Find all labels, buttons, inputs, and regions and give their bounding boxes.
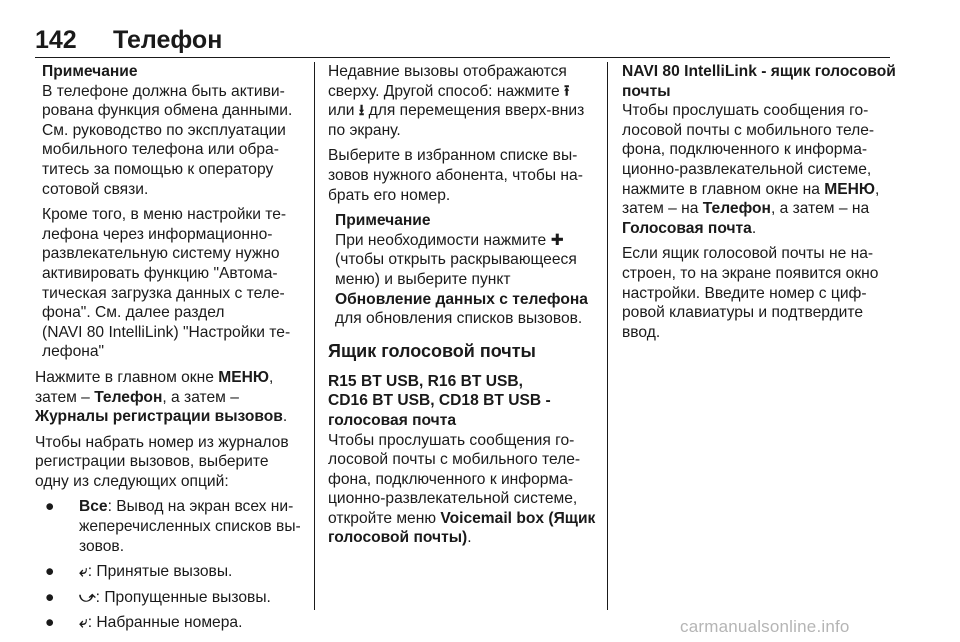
bullet-dot: ● (45, 614, 55, 632)
voicemail-paragraph: Чтобы прослушать сообщения го- лосовой почты с мобильного теле- фона, подключенного к информа- ционно-развлекательной системе, откройте меню Voicemail box (Ящик голосовой почты). (328, 431, 596, 547)
page-number: 142 (35, 26, 77, 54)
watermark: carmanualsonline.info (680, 617, 850, 636)
bullet-dialed-calls: ● ⤶: Набранные номера. (45, 614, 243, 632)
bullet-dot: ● (45, 563, 55, 581)
setup-paragraph: Если ящик голосовой почты не на- строен, то на экране появится окно настройки. Введите номер с циф- ровой клавиатуры и подтвердите ввод. (622, 245, 879, 341)
voicemail-keyword: Voicemail box (Ящик (440, 509, 596, 527)
note-line: См. руководство по эксплуатации (42, 121, 286, 139)
dialed-call-icon: ⤶ (79, 614, 88, 632)
bullet-dot: ● (45, 498, 55, 516)
menu-keyword: МЕНЮ (218, 368, 269, 386)
note-heading: Примечание (42, 63, 138, 80)
bullet-dot: ● (45, 588, 55, 606)
navi-voicemail-title: NAVI 80 IntelliLink - ящик голосовой почты (622, 63, 896, 100)
missed-call-icon: ⤻ (79, 588, 96, 606)
note-line: сотовой связи. (42, 180, 149, 198)
favorites-paragraph: Выберите в избранном списке вы- зовов нужного абонента, чтобы на- брать его номер. (328, 147, 583, 204)
bullet-missed-calls: ● ⤻: Пропущенные вызовы. (45, 588, 271, 606)
note-heading: Примечание (335, 212, 431, 230)
received-call-icon: ⤶ (79, 563, 88, 581)
note-block-3: Примечание При необходимости нажмите ✚ (чтобы открыть раскрывающееся меню) и выберите пункт Обновление данных с телефона для обновления списков вызовов. (328, 211, 596, 329)
update-keyword: Обновление данных с телефона (335, 290, 588, 308)
column-divider-1 (314, 62, 315, 610)
note-line: рована функция обмена данными. (42, 102, 293, 120)
arrow-up-icon: ⭱ (563, 82, 570, 100)
note-line: фона". См. далее раздел (42, 304, 225, 322)
note-block-2 (35, 205, 300, 362)
intro-paragraph: Чтобы набрать номер из журналов регистрации вызовов, выберите одну из следующих опций: (35, 433, 289, 490)
all-label: Все (79, 498, 108, 516)
column-1 (35, 62, 300, 633)
note-line: лефона через информационно- (42, 225, 273, 243)
note-line: лефона" (42, 343, 105, 361)
column-divider-2 (607, 62, 608, 610)
phone-keyword: Телефон (702, 200, 771, 218)
note-line: В телефоне должна быть активи- (42, 82, 285, 100)
voicemail-keyword: Голосовая почта (622, 219, 752, 237)
header-divider (35, 57, 890, 58)
call-logs-keyword: Журналы регистрации вызовов (35, 408, 283, 426)
navi-voicemail-paragraph: Чтобы прослушать сообщения го- лосовой почты с мобильного теле- фона, подключенного к информа- ционно-развлекательной системе, нажмите в главном окне на МЕНЮ, затем – на Телефон, а затем – на Голосовая почта. (622, 102, 880, 237)
section-title: Ящик голосовой почты (328, 340, 536, 361)
phone-keyword: Телефон (94, 388, 163, 406)
note-block-1 (35, 62, 300, 199)
note-line: развлекательную систему нужно (42, 245, 280, 263)
page-header (35, 26, 890, 56)
subsection-title: R15 BT USB, R16 BT USB, CD16 BT USB, CD18 BT USB - голосовая почта (328, 372, 551, 429)
plus-icon: ✚ (550, 231, 564, 249)
arrow-down-icon: ⭳ (358, 102, 365, 120)
column-3 (622, 62, 896, 342)
bullet-all-calls: ● Все: Вывод на экран всех ни- жеперечисленных списков вы- зовов. (45, 498, 301, 555)
note-line: (NAVI 80 IntelliLink) "Настройки те- (42, 323, 291, 341)
column-2 (328, 62, 596, 548)
note-line: мобильного телефона или обра- (42, 141, 279, 159)
note-line: титесь за помощью к оператору (42, 160, 274, 178)
menu-path-paragraph: Нажмите в главном окне МЕНЮ, затем – Телефон, а затем – Журналы регистрации вызовов. (35, 368, 288, 426)
bullet-received-calls: ● ⤶: Принятые вызовы. (45, 563, 233, 581)
recent-calls-paragraph: Недавние вызовы отображаются сверху. Другой способ: нажмите ⭱ или ⭳ для перемещения вверх-вниз по экрану. (328, 63, 585, 139)
note-line: Кроме того, в меню настройки те- (42, 206, 287, 224)
menu-keyword: МЕНЮ (824, 180, 875, 198)
note-line: активировать функцию "Автома- (42, 264, 278, 282)
note-line: тическая загрузка данных с теле- (42, 284, 285, 302)
page-title: Телефон (113, 26, 223, 54)
